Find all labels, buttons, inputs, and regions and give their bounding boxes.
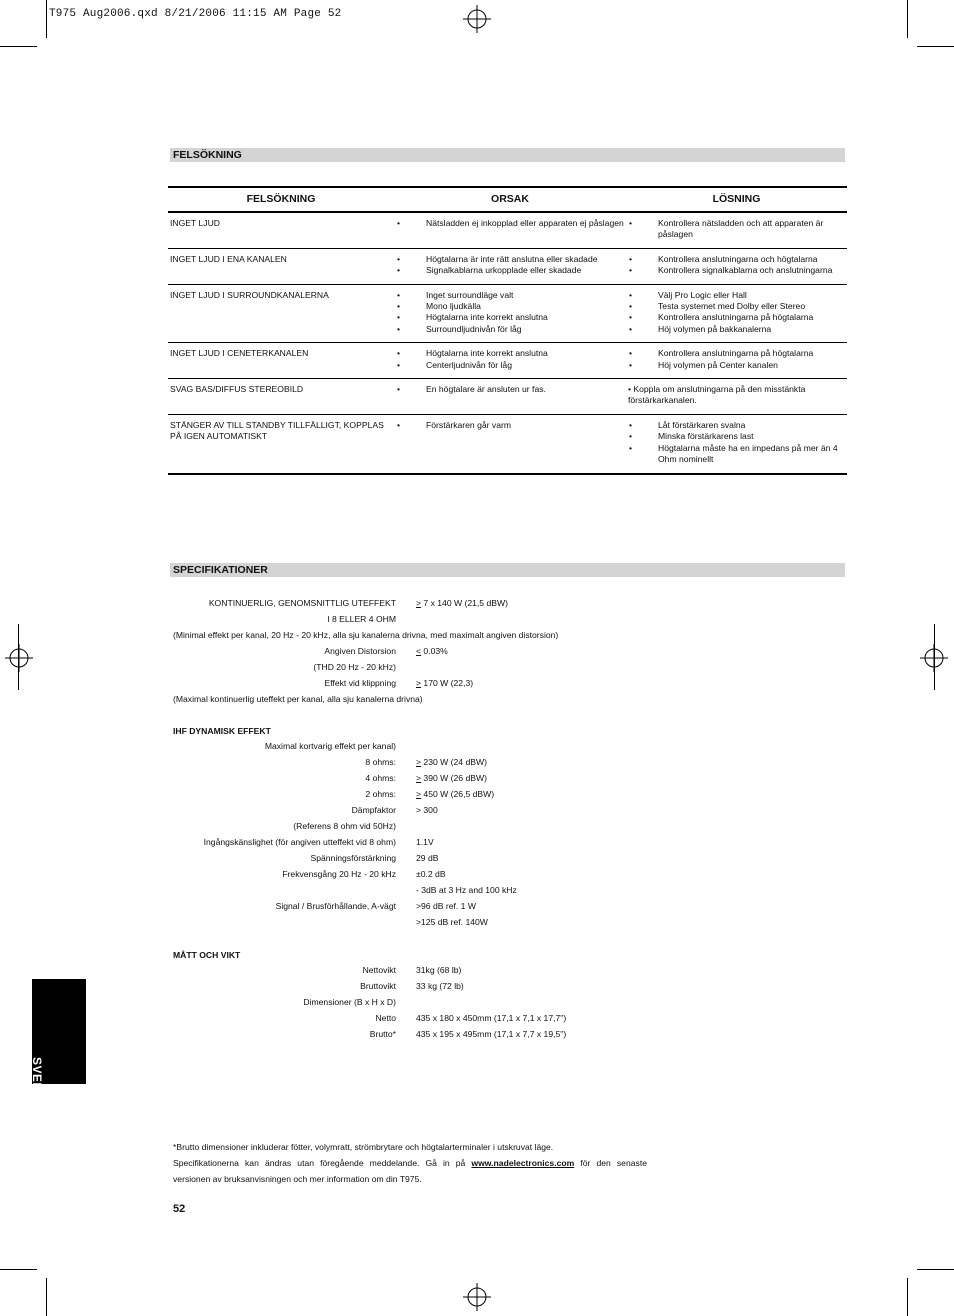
list-item: • Förstärkaren går varm — [411, 420, 624, 431]
spec-label: Signal / Brusförhållande, A-vägt — [275, 901, 396, 911]
spec-row — [0, 901, 954, 917]
solution-cell — [626, 379, 847, 415]
list-item: • Kontrollera signalkablarna och anslutningarna — [643, 265, 845, 276]
spec-row — [0, 997, 954, 1013]
spec-label: Maximal kortvarig effekt per kanal) — [264, 741, 396, 751]
crop-mark — [917, 1269, 954, 1270]
spec-value: > 300 — [416, 805, 438, 815]
spec-row — [0, 853, 954, 869]
spec-label: Ingångskänslighet (för angiven utteffekt vid 8 ohm) — [203, 837, 396, 847]
spec-row — [0, 837, 954, 853]
spec-label: (Referens 8 ohm vid 50Hz) — [293, 821, 396, 831]
solution-cell — [626, 414, 847, 473]
page-number: 52 — [173, 1203, 186, 1215]
spec-value: > 170 W (22,3) — [416, 678, 474, 688]
spec-label: Dimensioner (B x H x D) — [303, 997, 396, 1007]
cause-cell — [394, 379, 626, 415]
list-item: • Testa systemet med Dolby eller Stereo — [643, 301, 845, 312]
spec-value: >125 dB ref. 140W — [416, 917, 488, 927]
footnote-line: versionen av bruksanvisningen och mer information om din T975. — [173, 1174, 422, 1184]
spec-value: > 390 W (26 dBW) — [416, 773, 487, 783]
problem-cell: SVAG BAS/DIFFUS STEREOBILD — [168, 379, 394, 415]
registration-mark-icon — [463, 1283, 491, 1311]
column-header: LÖSNING — [626, 187, 847, 212]
list-item: • Högtalarna måste ha en impedans på mer än 4 Ohm nominellt — [643, 443, 845, 466]
problem-cell: INGET LJUD I SURROUNDKANALERNA — [168, 284, 394, 343]
spec-label: 4 ohms: — [365, 773, 396, 783]
spec-label: Nettovikt — [362, 965, 396, 975]
spec-value: 29 dB — [416, 853, 439, 863]
list-item: • Högtalarna inte korrekt anslutna — [411, 312, 624, 323]
spec-label: I 8 ELLER 4 OHM — [327, 614, 396, 624]
list-item: • Signalkablarna urkopplade eller skadade — [411, 265, 624, 276]
crop-mark — [907, 0, 908, 38]
spec-row — [0, 981, 954, 997]
table-header-row — [168, 187, 847, 212]
spec-row — [0, 741, 954, 757]
spec-row — [0, 678, 954, 694]
problem-cell: INGET LJUD I CENETERKANALEN — [168, 343, 394, 379]
spec-row — [0, 646, 954, 662]
cause-cell — [394, 284, 626, 343]
list-item: • En högtalare är ansluten ur fas. — [411, 384, 624, 395]
subsection-title: IHF DYNAMISK EFFEKT — [173, 726, 271, 736]
spec-label: Frekvensgång 20 Hz - 20 kHz — [282, 869, 396, 879]
list-item: • Höj volymen på bakkanalerna — [643, 324, 845, 335]
list-item: • Högtalarna inte korrekt anslutna — [411, 348, 624, 359]
spec-label: Dämpfaktor — [351, 805, 396, 815]
spec-label: Netto — [375, 1013, 396, 1023]
problem-cell: INGET LJUD I ENA KANALEN — [168, 248, 394, 284]
spec-label: (THD 20 Hz - 20 kHz) — [313, 662, 396, 672]
list-item: • Mono ljudkälla — [411, 301, 624, 312]
spec-value: ±0.2 dB — [416, 869, 446, 879]
crop-mark — [0, 1269, 37, 1270]
table-row — [168, 343, 847, 379]
spec-value: > 7 x 140 W (21,5 dBW) — [416, 598, 508, 608]
spec-row — [0, 694, 954, 710]
footnote-line: Specifikationerna kan ändras utan föregående meddelande. Gå in på www.nadelectronics.com för den senaste — [173, 1158, 647, 1168]
list-item: • Koppla om anslutningarna på den misstänkta förstärkarkanalen. — [628, 384, 806, 406]
spec-label: 2 ohms: — [365, 789, 396, 799]
solution-cell — [626, 212, 847, 248]
spec-value: 31kg (68 lb) — [416, 965, 462, 975]
table-row — [168, 248, 847, 284]
spec-row — [0, 757, 954, 773]
list-item: • Välj Pro Logic eller Hall — [643, 290, 845, 301]
section-bar-specifications — [170, 563, 845, 577]
crop-mark — [46, 0, 47, 38]
list-item: • Minska förstärkarens last — [643, 431, 845, 442]
spec-label: Bruttovikt — [360, 981, 396, 991]
crop-mark — [0, 46, 37, 47]
list-item: • Nätsladden ej inkopplad eller apparaten ej påslagen — [411, 218, 624, 229]
spec-note: (Minimal effekt per kanal, 20 Hz - 20 kHz, alla sju kanalerna drivna, med maximalt angiven distorsion) — [173, 630, 559, 640]
spec-label: Spänningsförstärkning — [310, 853, 396, 863]
solution-cell — [626, 284, 847, 343]
spec-row — [0, 805, 954, 821]
cause-cell — [394, 414, 626, 473]
column-header: FELSÖKNING — [168, 187, 394, 212]
spec-row — [0, 1013, 954, 1029]
table-row — [168, 414, 847, 473]
list-item: • Kontrollera anslutningarna på högtalarna — [643, 348, 845, 359]
table-row — [168, 212, 847, 248]
problem-cell: STÄNGER AV TILL STANDBY TILLFÄLLIGT, KOPPLAS PÅ IGEN AUTOMATISKT — [168, 414, 394, 473]
problem-cell: INGET LJUD — [168, 212, 394, 248]
registration-mark-icon — [463, 5, 491, 33]
spec-row — [0, 821, 954, 837]
spec-label: KONTINUERLIG, GENOMSNITTLIG UTEFFEKT — [208, 598, 396, 608]
spec-row — [0, 614, 954, 630]
print-slug-line: T975 Aug2006.qxd 8/21/2006 11:15 AM Page 52 — [49, 8, 342, 20]
spec-value: > 230 W (24 dBW) — [416, 757, 487, 767]
language-side-tab — [30, 979, 86, 1119]
solution-cell — [626, 343, 847, 379]
section-bar-troubleshooting — [170, 148, 845, 162]
spec-label: Effekt vid klippning — [324, 678, 396, 688]
spec-label: 8 ohms: — [365, 757, 396, 767]
spec-value: 33 kg (72 lb) — [416, 981, 464, 991]
section-title: SPECIFIKATIONER — [173, 564, 268, 576]
spec-value: >96 dB ref. 1 W — [416, 901, 476, 911]
list-item: • Kontrollera nätsladden och att apparaten är påslagen — [643, 218, 845, 241]
spec-row — [0, 662, 954, 678]
list-item: • Kontrollera anslutningarna och högtalarna — [643, 254, 845, 265]
spec-row — [0, 598, 954, 614]
spec-row — [0, 965, 954, 981]
table-row — [168, 379, 847, 415]
spec-value: - 3dB at 3 Hz and 100 kHz — [416, 885, 517, 895]
list-item: • Höj volymen på Center kanalen — [643, 360, 845, 371]
spec-label: Angiven Distorsion — [324, 646, 396, 656]
spec-row — [0, 789, 954, 805]
spec-row — [0, 773, 954, 789]
spec-value: 435 x 180 x 450mm (17,1 x 7,1 x 17,7") — [416, 1013, 567, 1023]
crop-mark — [917, 46, 954, 47]
language-label: SVENSKA — [30, 1057, 44, 1119]
solution-cell — [626, 248, 847, 284]
subsection-title: MÅTT OCH VIKT — [173, 950, 241, 960]
spec-value: < 0.03% — [416, 646, 448, 656]
cause-cell — [394, 212, 626, 248]
list-item: • Låt förstärkaren svalna — [643, 420, 845, 431]
list-item: • Kontrollera anslutningarna på högtalarna — [643, 312, 845, 323]
cause-cell — [394, 343, 626, 379]
footnotes — [173, 1139, 647, 1187]
troubleshooting-table — [168, 186, 847, 475]
list-item: • Högtalarna är inte rätt anslutna eller skadade — [411, 254, 624, 265]
cause-cell — [394, 248, 626, 284]
crop-mark — [907, 1278, 908, 1316]
website-link[interactable]: www.nadelectronics.com — [471, 1158, 575, 1168]
table-row — [168, 284, 847, 343]
spec-value: > 450 W (26,5 dBW) — [416, 789, 495, 799]
spec-value: 435 x 195 x 495mm (17,1 x 7,7 x 19,5") — [416, 1029, 567, 1039]
spec-note: (Maximal kontinuerlig uteffekt per kanal, alla sju kanalerna drivna) — [173, 694, 423, 704]
spec-row — [0, 630, 954, 646]
section-title: FELSÖKNING — [173, 149, 242, 161]
crop-mark — [46, 1278, 47, 1316]
column-header: ORSAK — [394, 187, 626, 212]
list-item: • Inget surroundläge valt — [411, 290, 624, 301]
spec-row — [0, 885, 954, 901]
spec-row — [0, 917, 954, 933]
spec-value: 1.1V — [416, 837, 434, 847]
list-item: • Centerljudnivån för låg — [411, 360, 624, 371]
footnote-line: *Brutto dimensioner inkluderar fötter, volymratt, strömbrytare och högtalarterminaler i utskruvat läge. — [173, 1142, 554, 1152]
list-item: • Surroundljudnivån för låg — [411, 324, 624, 335]
spec-label: Brutto* — [369, 1029, 396, 1039]
spec-row — [0, 1029, 954, 1045]
spec-row — [0, 869, 954, 885]
